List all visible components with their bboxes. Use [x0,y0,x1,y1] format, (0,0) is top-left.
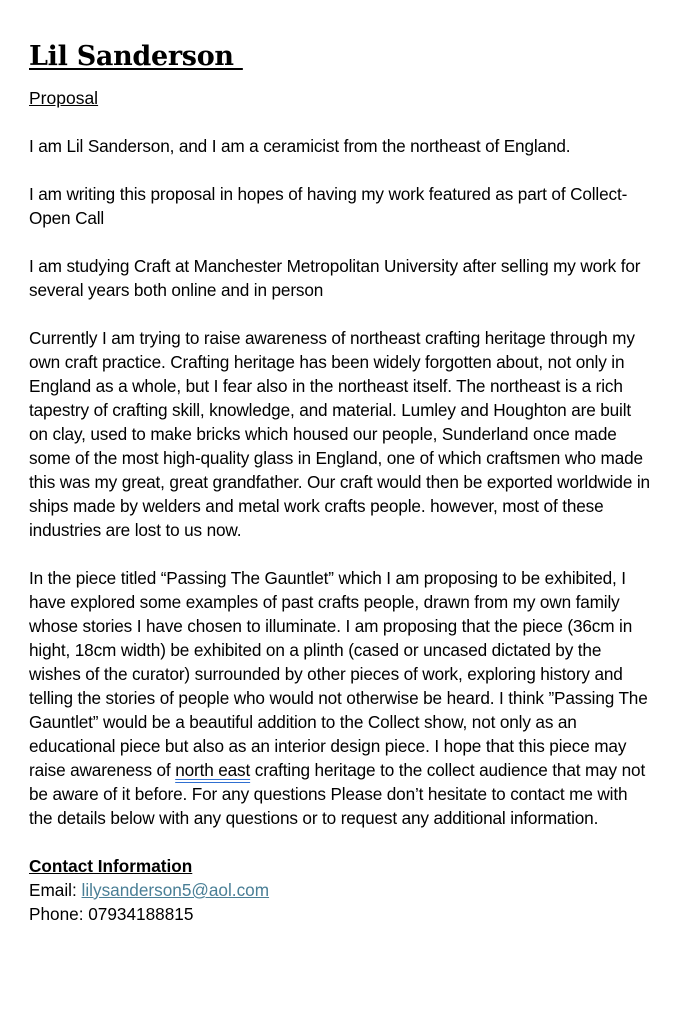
paragraph-heritage: Currently I am trying to raise awareness of northeast crafting heritage through my own craft practice. Crafting heritage has been widely forgotten about, not only in England as a whole, but I fear also in the northeast itself. The northeast is a rich tapestry of crafting skill, knowledge, and material. Lumley and Houghton are built on clay, used to make bricks which housed our people, Sunderland once made some of the most high-quality glass in England, one of which craftsmen who made this was my great, great grandfather. Our craft would then be exported worldwide in ships made by welders and metal work crafts people. however, most of these industries are lost to us now. [29,328,650,540]
paragraph-proposal-part-1: In the piece titled “Passing The Gauntlet” which I am proposing to be exhibited, I have explored some examples of past crafts people, drawn from my own family whose stories I have chosen to illuminate. I am proposing that the piece (36cm in hight, 18cm width) be exhibited on a plinth (cased or uncased dictated by the wishes of the curator) surrounded by other pieces of work, exploring history and telling the stories of people who would not otherwise be heard. I think ”Passing The Gauntlet” would be a beautiful addition to the Collect show, not only as an educational piece but also as an interior design piece. I hope that this piece may raise awareness of [29,568,648,780]
paragraph-studies: I am studying Craft at Manchester Metropolitan University after selling my work for several years both online and in person [29,256,641,300]
paragraph-intro: I am Lil Sanderson, and I am a ceramicist from the northeast of England. [29,136,571,156]
phone-number: 07934188815 [88,904,194,924]
paragraph-purpose: I am writing this proposal in hopes of having my work featured as part of Collect- Open Call [29,184,628,228]
spellcheck-flagged-phrase[interactable]: north east [175,760,251,780]
document-subtitle: Proposal [29,88,99,108]
contact-email-line [29,878,654,902]
paragraph-proposal-part-2: crafting heritage to the collect audience that may not be aware of it before. For any questions Please don’t hesitate to contact me with the details below with any questions or to request any additional information. [29,760,646,828]
email-label: Email: [29,880,82,900]
email-link[interactable]: lilysanderson5@aol.com [81,880,270,900]
phone-label: Phone: [29,904,89,924]
paragraph-proposal [29,566,654,830]
document-page [29,38,654,926]
contact-phone-line [29,902,654,926]
document-title: Lil Sanderson [29,41,243,72]
contact-heading: Contact Information [29,856,193,876]
